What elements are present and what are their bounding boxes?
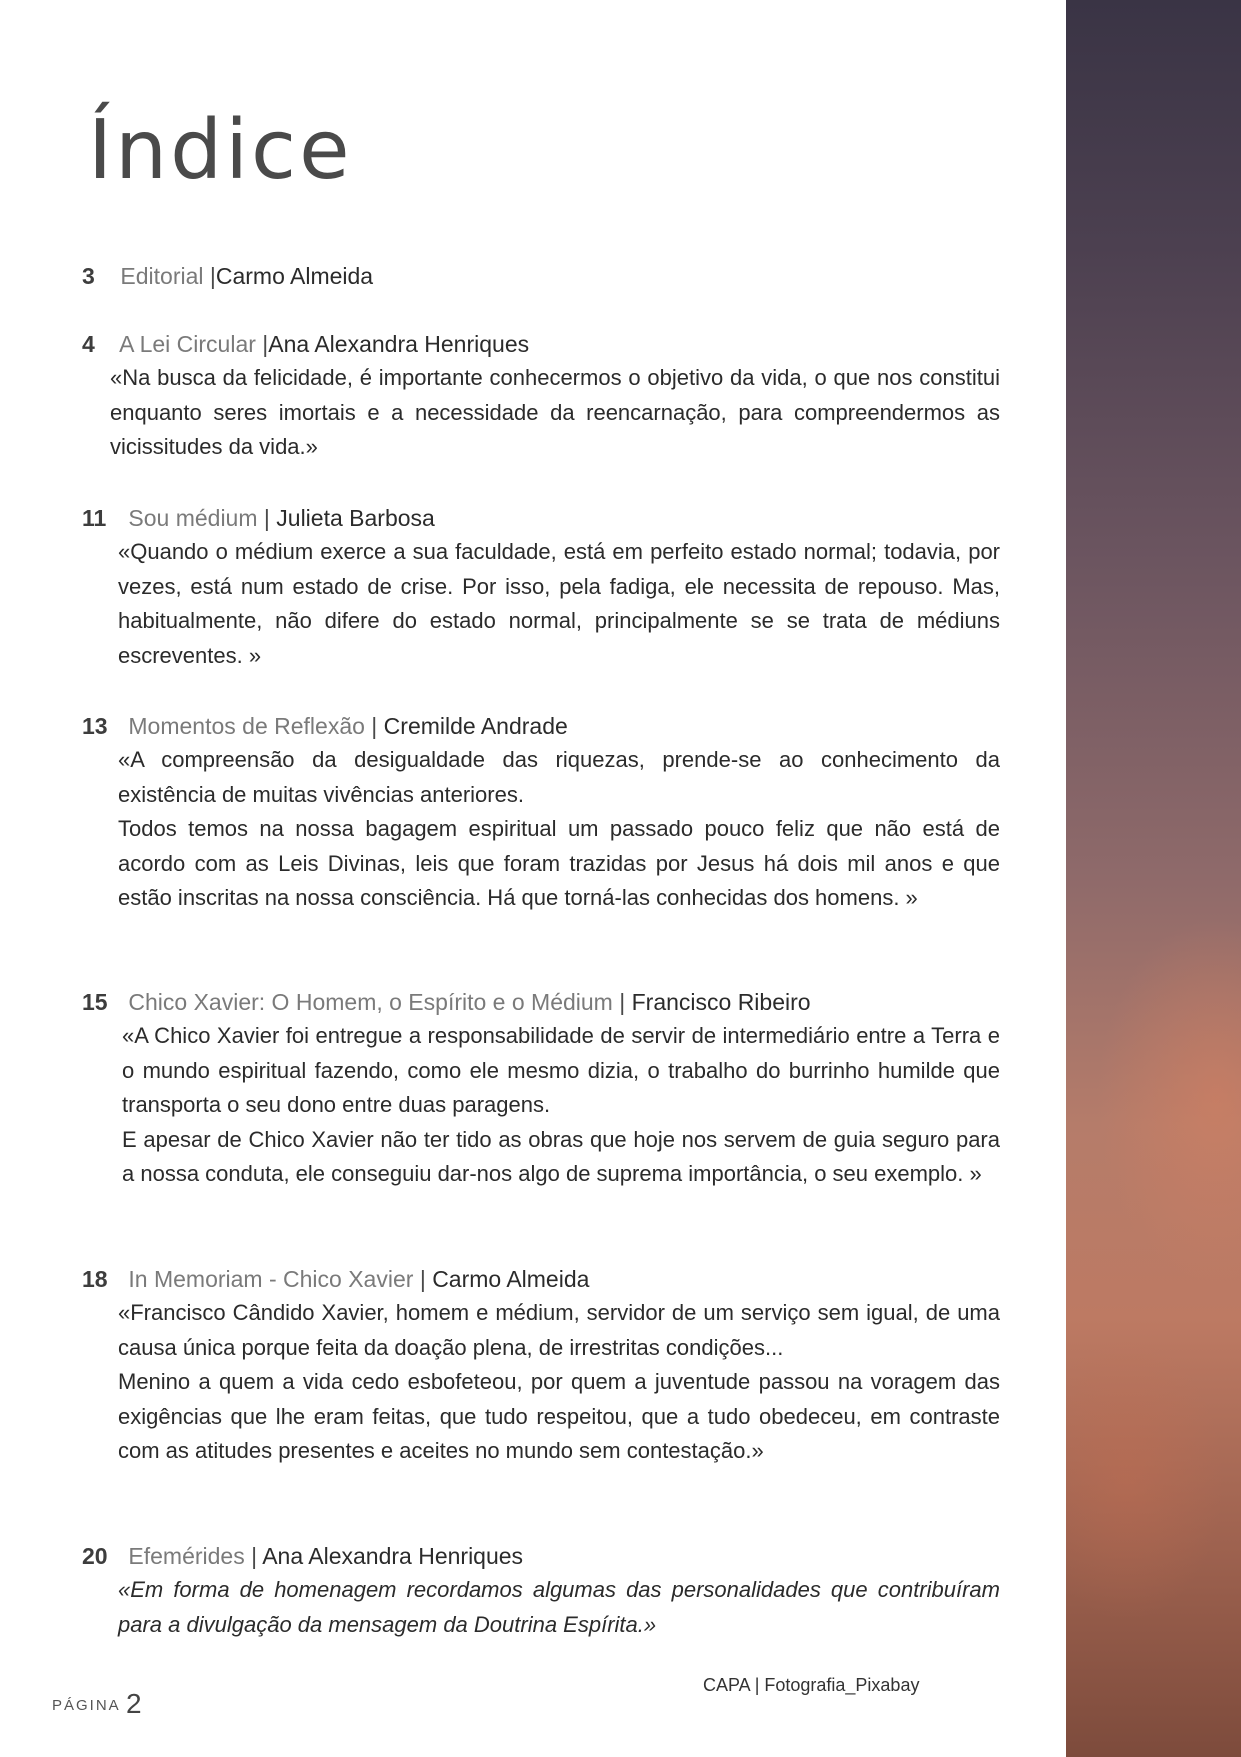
page-number: 2: [126, 1688, 142, 1719]
toc-author: Francisco Ribeiro: [631, 989, 811, 1015]
cover-credit: CAPA | Fotografia_Pixabay: [703, 1675, 920, 1695]
toc-author: Julieta Barbosa: [276, 505, 435, 531]
toc-author: Carmo Almeida: [432, 1266, 590, 1292]
toc-author: Ana Alexandra Henriques: [262, 1543, 524, 1569]
toc-entry-efemerides[interactable]: [82, 1539, 1002, 1642]
excerpt-paragraph: «Em forma de homenagem recordamos algumas das personalidades que contribuíram para a divulgação da mensagem da Doutrina Espírita.»: [118, 1577, 1000, 1637]
toc-entry-heading: [82, 501, 1002, 535]
toc-page-number: 11: [82, 505, 107, 531]
excerpt-paragraph: Menino a quem a vida cedo esbofeteou, por quem a juventude passou na voragem das exigências que lhe eram feitas, que tudo respeitou, que a tudo obedeceu, em contraste com as atitudes presentes e aceites no mundo sem contestação.»: [118, 1369, 1000, 1463]
page-title: Índice: [88, 103, 353, 198]
toc-page-number: 4: [82, 331, 95, 357]
toc-entry-chico-xavier[interactable]: [82, 985, 1002, 1192]
excerpt-paragraph: E apesar de Chico Xavier não ter tido as obras que hoje nos servem de guia seguro para a nossa conduta, ele conseguiu dar-nos algo de suprema importância, o seu exemplo. »: [122, 1126, 1000, 1186]
toc-separator: |: [419, 1266, 426, 1292]
excerpt-paragraph: «A Chico Xavier foi entregue a responsabilidade de servir de intermediário entre a Terra e o mundo espiritual fazendo, como ele mesmo dizia, o trabalho do burrinho humilde que transporta o seu dono entre duas paragens.: [122, 1023, 1000, 1117]
toc-separator: |: [263, 505, 270, 531]
toc-entry-heading: [82, 259, 1002, 293]
toc-author: Carmo Almeida: [215, 263, 374, 289]
toc-page-number: 20: [82, 1543, 108, 1569]
toc-entry-momentos-de-reflexao[interactable]: [82, 709, 1002, 916]
toc-page-number: 3: [82, 263, 95, 289]
toc-separator: |: [619, 989, 626, 1015]
excerpt-paragraph: «Na busca da felicidade, é importante conhecermos o objetivo da vida, o que nos constitui enquanto seres imortais e a necessidade da reencarnação, para compreendermos as vicissitudes da vida.»: [110, 365, 1000, 459]
toc-entry-a-lei-circular[interactable]: [82, 327, 1002, 465]
toc-entry-heading: [82, 985, 1002, 1019]
toc-entry-editorial[interactable]: [82, 259, 1002, 293]
toc-entry-excerpt: [118, 535, 1000, 673]
toc-section-title: Sou médium: [128, 505, 258, 531]
toc-page-number: 18: [82, 1266, 108, 1292]
toc-section-title: Chico Xavier: O Homem, o Espírito e o Médium: [128, 989, 613, 1015]
toc-entry-heading: [82, 709, 1002, 743]
toc-section-title: Editorial: [120, 263, 204, 289]
toc-entry-heading: [82, 1262, 1002, 1296]
toc-author: Cremilde Andrade: [383, 713, 568, 739]
excerpt-paragraph: «Francisco Cândido Xavier, homem e médium, servidor de um serviço sem igual, de uma causa única porque feita da doação plena, de irrestritas condições...: [118, 1300, 1000, 1360]
toc-entry-excerpt: [122, 1019, 1000, 1192]
toc-entry-in-memoriam[interactable]: [82, 1262, 1002, 1469]
page-label: PÁGINA: [52, 1697, 120, 1714]
toc-section-title: In Memoriam - Chico Xavier: [128, 1266, 414, 1292]
decorative-side-panel: [1066, 0, 1241, 1757]
toc-entry-excerpt: [110, 361, 1000, 465]
toc-section-title: Momentos de Reflexão: [128, 713, 365, 739]
toc-section-title: A Lei Circular: [119, 331, 256, 357]
toc-separator: |: [209, 263, 216, 289]
toc-section-title: Efemérides: [128, 1543, 245, 1569]
toc-entry-excerpt: [118, 743, 1000, 916]
toc-entry-sou-medium[interactable]: [82, 501, 1002, 673]
toc-entry-excerpt: [118, 1296, 1000, 1469]
excerpt-paragraph: «Quando o médium exerce a sua faculdade, está em perfeito estado normal; todavia, por vezes, está num estado de crise. Por isso, pela fadiga, ele necessita de repouso. Mas, habitualmente, não difere do estado normal, principalmente se se trata de médiuns escreventes. »: [118, 539, 1000, 668]
toc-entry-heading: [82, 1539, 1002, 1573]
excerpt-paragraph: «A compreensão da desigualdade das riquezas, prende-se ao conhecimento da existência de muitas vivências anteriores.: [118, 747, 1000, 807]
toc-page-number: 13: [82, 713, 108, 739]
toc-entry-excerpt: [118, 1573, 1000, 1642]
toc-page-number: 15: [82, 989, 108, 1015]
toc-entry-heading: [82, 327, 1002, 361]
toc-separator: |: [251, 1543, 258, 1569]
excerpt-paragraph: Todos temos na nossa bagagem espiritual um passado pouco feliz que não está de acordo com as Leis Divinas, leis que foram trazidas por Jesus há dois mil anos e que estão inscritas na nossa consciência. Há que torná-las conhecidas dos homens. »: [118, 816, 1000, 910]
toc-separator: |: [262, 331, 269, 357]
page-number-footer: [52, 1688, 142, 1720]
toc-author: Ana Alexandra Henriques: [268, 331, 530, 357]
toc-separator: |: [371, 713, 378, 739]
